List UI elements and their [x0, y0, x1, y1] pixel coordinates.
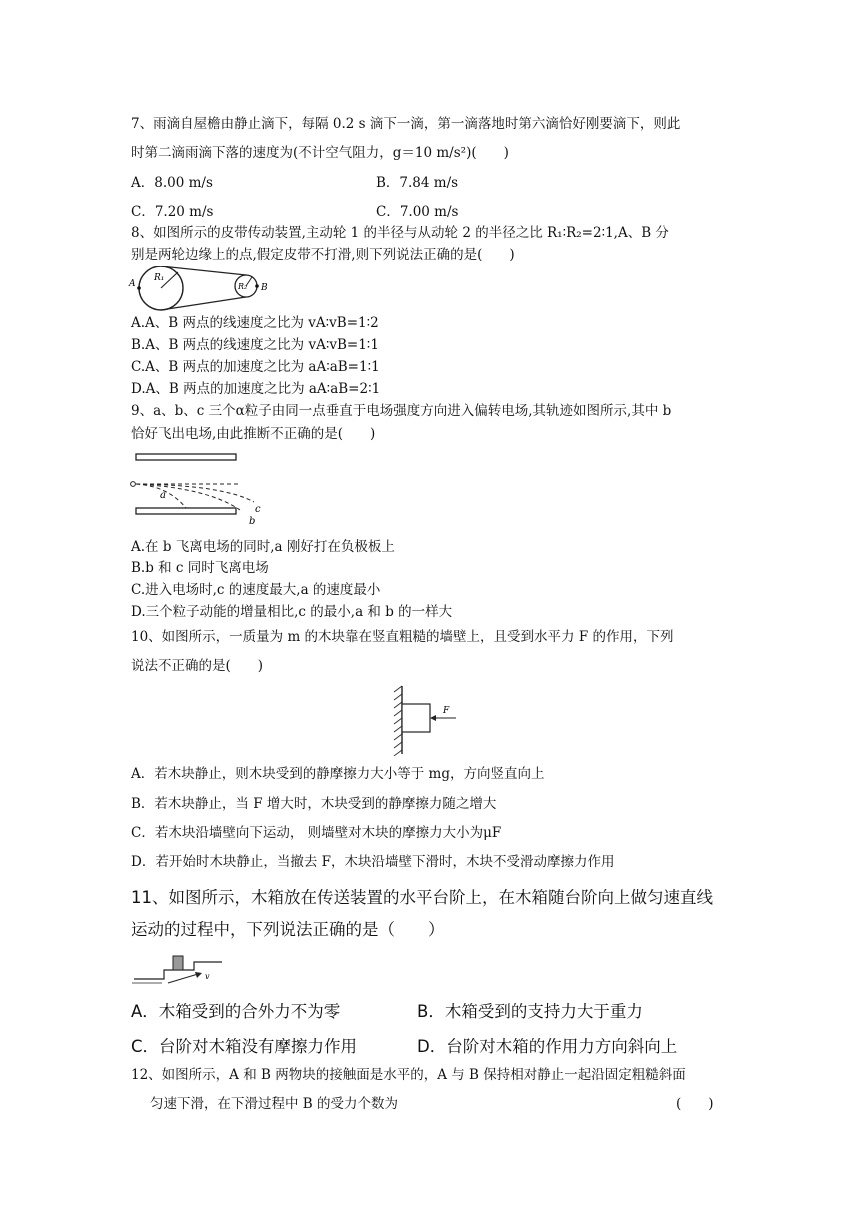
- q10-option-d: D．若开始时木块静止，当撤去 F，木块沿墙壁下滑时，木块不受滑动摩擦力作用: [131, 854, 615, 870]
- label-b: B: [261, 283, 268, 293]
- q7-option-c: C．7.20 m/s: [131, 204, 214, 220]
- q8-option-b: B.A、B 两点的线速度之比为 vA∶vB=1∶1: [131, 337, 379, 353]
- q7-option-a: A．8.00 m/s: [131, 175, 213, 191]
- q9-option-c: C.进入电场时,c 的速度最大,a 的速度最小: [131, 582, 381, 598]
- q10-option-a: A．若木块静止，则木块受到的静摩擦力大小等于 mg，方向竖直向上: [131, 766, 545, 782]
- q11-option-c: C．台阶对木箱没有摩擦力作用: [131, 1037, 358, 1056]
- q11-option-d: D．台阶对木箱的作用力方向斜向上: [417, 1037, 678, 1056]
- label-r1: R₁: [154, 273, 165, 283]
- q12-line-1: 12、如图所示，A 和 B 两物块的接触面是水平的，A 与 B 保持相对静止一起沿固定粗糙斜面: [131, 1067, 686, 1083]
- q8-option-d: D.A、B 两点的加速度之比为 aA∶aB=2∶1: [131, 381, 381, 397]
- q9-option-b: B.b 和 c 同时飞离电场: [131, 560, 269, 576]
- q7-line-2: 时第二滴雨滴下落的速度为(不计空气阻力，g＝10 m/s²)( ): [131, 145, 509, 161]
- belt-drive-diagram: [128, 266, 278, 312]
- q7-option-d: C．7.00 m/s: [376, 204, 459, 220]
- q8-line-2: 别是两轮边缘上的点,假定皮带不打滑,则下列说法正确的是( ): [131, 247, 515, 263]
- q10-line-1: 10、如图所示，一质量为 m 的木块靠在竖直粗糙的墙壁上，且受到水平力 F 的作用，下列: [131, 629, 674, 645]
- label-a: a: [160, 490, 166, 501]
- label-v: v: [205, 972, 210, 981]
- q8-option-c: C.A、B 两点的加速度之比为 aA∶aB=1∶1: [131, 359, 380, 375]
- q9-line-1: 9、a、b、c 三个α粒子由同一点垂直于电场强度方向进入偏转电场,其轨迹如图所示,其中 b: [131, 403, 672, 419]
- q10-option-b: B．若木块静止，当 F 增大时，木块受到的静摩擦力随之增大: [131, 796, 497, 812]
- label-r2: R₂: [238, 282, 248, 291]
- q10-line-2: 说法不正确的是( ): [131, 658, 264, 674]
- label-c: c: [255, 504, 261, 515]
- q11-line-1: 11、如图所示，木箱放在传送装置的水平台阶上，在木箱随台阶向上做匀速直线: [131, 888, 713, 907]
- deflection-field-diagram: [128, 452, 268, 528]
- q9-option-d: D.三个粒子动能的增量相比,c 的最小,a 和 b 的一样大: [131, 604, 453, 620]
- label-a: A: [129, 279, 136, 289]
- q9-line-2: 恰好飞出电场,由此推断不正确的是( ): [131, 426, 376, 442]
- q11-line-2: 运动的过程中，下列说法正确的是（ ）: [131, 920, 445, 939]
- q9-option-a: A.在 b 飞离电场的同时,a 刚好打在负极板上: [131, 539, 395, 555]
- label-b: b: [249, 516, 256, 527]
- q7-line-1: 7、雨滴自屋檐由静止滴下，每隔 0.2 s 滴下一滴，第一滴落地时第六滴恰好刚要滴下，则此: [131, 116, 681, 132]
- q11-option-b: B．木箱受到的支持力大于重力: [417, 1002, 643, 1021]
- q8-option-a: A.A、B 两点的线速度之比为 vA∶vB=1∶2: [131, 315, 379, 331]
- q11-option-a: A．木箱受到的合外力不为零: [131, 1002, 341, 1021]
- q7-option-b: B．7.84 m/s: [376, 175, 459, 191]
- q10-option-c: C．若木块沿墙壁向下运动， 则墙壁对木块的摩擦力大小为μF: [131, 825, 502, 841]
- escalator-step-diagram: [128, 952, 228, 986]
- q12-line-2: 匀速下滑，在下滑过程中 B 的受力个数为: [150, 1096, 399, 1112]
- label-f: F: [443, 706, 450, 716]
- wall-block-diagram: [390, 684, 462, 756]
- q8-line-1: 8、如图所示的皮带传动装置,主动轮 1 的半径与从动轮 2 的半径之比 R₁∶R₂=2∶1,A、B 分: [131, 225, 669, 241]
- q12-answer-bracket: ( ): [676, 1096, 714, 1112]
